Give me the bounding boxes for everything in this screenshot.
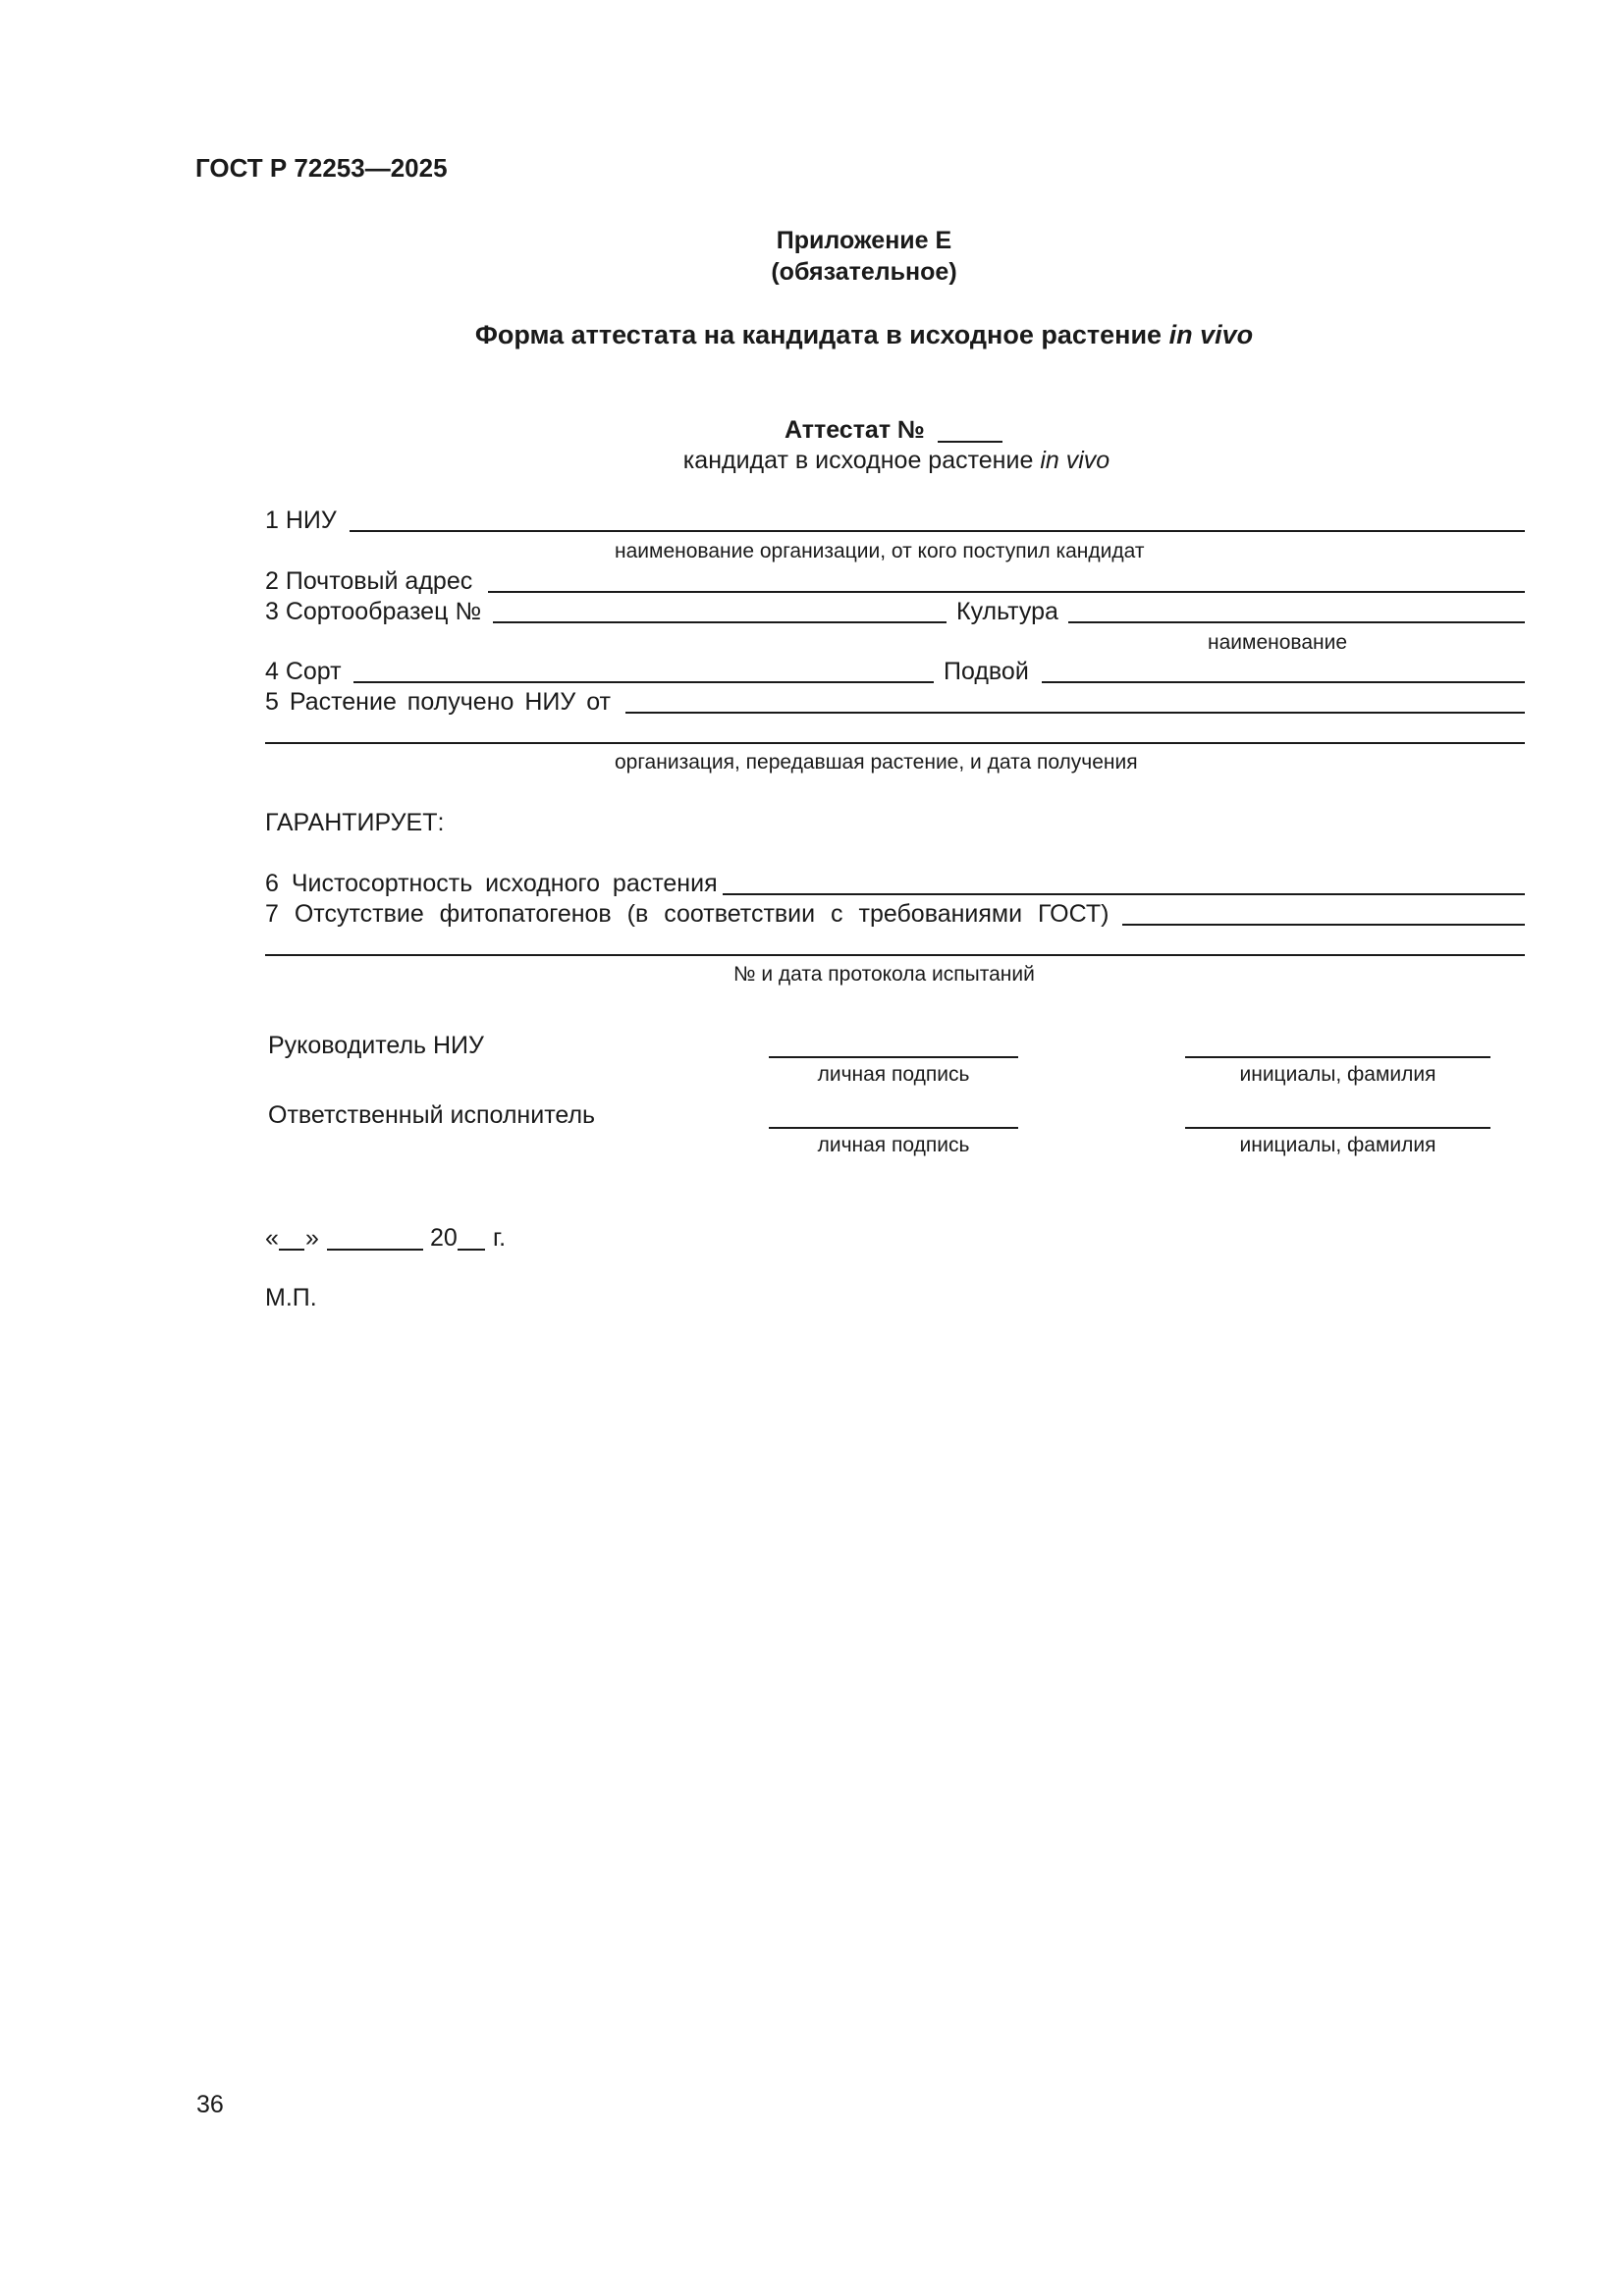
field-culture-label: Культура <box>956 598 1058 625</box>
signature-head-name-line[interactable] <box>1185 1056 1490 1058</box>
signature-executor-name-caption: инициалы, фамилия <box>1239 1134 1436 1156</box>
signature-head-label: Руководитель НИУ <box>268 1032 484 1059</box>
guarantees-heading: ГАРАНТИРУЕТ: <box>265 809 445 836</box>
date-close-quote: » <box>305 1224 319 1252</box>
date-year-prefix: 20 <box>430 1224 458 1252</box>
field-niu-label: 1 НИУ <box>265 507 337 534</box>
certificate-subtitle-main: кандидат в исходное растение <box>682 447 1034 474</box>
appendix-heading-italic: in vivo <box>1168 320 1254 349</box>
field-variety-line[interactable] <box>353 681 934 683</box>
field-culture-caption: наименование <box>1208 631 1348 654</box>
stamp-label: М.П. <box>265 1284 317 1311</box>
certificate-subtitle <box>0 446 1624 475</box>
field-received-caption: организация, передавшая растение, и дата получения <box>615 751 1138 774</box>
field-received-line[interactable] <box>625 712 1525 714</box>
certificate-number-line <box>938 441 1002 443</box>
field-postal-label: 2 Почтовый адрес <box>265 567 473 595</box>
field-niu-caption: наименование организации, от кого поступил кандидат <box>615 540 1145 562</box>
document-code: ГОСТ Р 72253—2025 <box>195 153 448 183</box>
field-received-label: 5 Растение получено НИУ от <box>265 688 612 716</box>
date-year-line[interactable] <box>458 1249 485 1251</box>
guarantee-item-7: 7 Отсутствие фитопатогенов (в соответствии с требованиями ГОСТ) <box>265 900 1110 928</box>
signature-executor-sign-caption: личная подпись <box>817 1134 970 1156</box>
protocol-caption: № и дата протокола испытаний <box>733 963 1035 986</box>
field-sample-label: 3 Сортообразец № <box>265 598 482 625</box>
signature-executor-label: Ответственный исполнитель <box>268 1101 596 1129</box>
field-postal-line[interactable] <box>488 591 1525 593</box>
appendix-title: Приложение Е <box>776 227 952 254</box>
certificate-subtitle-italic: in vivo <box>1040 447 1110 474</box>
field-culture-line[interactable] <box>1068 621 1525 623</box>
appendix-heading-main: Форма аттестата на кандидата в исходное растение <box>474 320 1163 349</box>
appendix-status: (обязательное) <box>771 258 957 286</box>
signature-executor-name-line[interactable] <box>1185 1127 1490 1129</box>
date-open-quote: « <box>265 1224 279 1252</box>
date-day-line[interactable] <box>279 1249 304 1251</box>
date-month-line[interactable] <box>327 1249 423 1251</box>
protocol-line[interactable] <box>265 954 1525 956</box>
field-niu-line[interactable] <box>350 530 1525 532</box>
certificate-title: Аттестат № <box>785 416 925 444</box>
signature-head-sign-line[interactable] <box>769 1056 1018 1058</box>
field-rootstock-line[interactable] <box>1042 681 1525 683</box>
field-received-line-2[interactable] <box>265 742 1525 744</box>
field-variety-label: 4 Сорт <box>265 658 342 685</box>
field-rootstock-label: Подвой <box>944 658 1029 685</box>
signature-head-sign-caption: личная подпись <box>817 1063 970 1086</box>
page-number: 36 <box>196 2091 224 2118</box>
field-sample-line[interactable] <box>493 621 947 623</box>
appendix-heading <box>0 320 1624 349</box>
date-year-suffix: г. <box>493 1224 507 1252</box>
signature-executor-sign-line[interactable] <box>769 1127 1018 1129</box>
guarantee-item-7-line[interactable] <box>1122 924 1525 926</box>
guarantee-item-6: 6 Чистосортность исходного растения <box>265 870 718 897</box>
guarantee-item-6-line[interactable] <box>723 893 1525 895</box>
signature-head-name-caption: инициалы, фамилия <box>1239 1063 1436 1086</box>
